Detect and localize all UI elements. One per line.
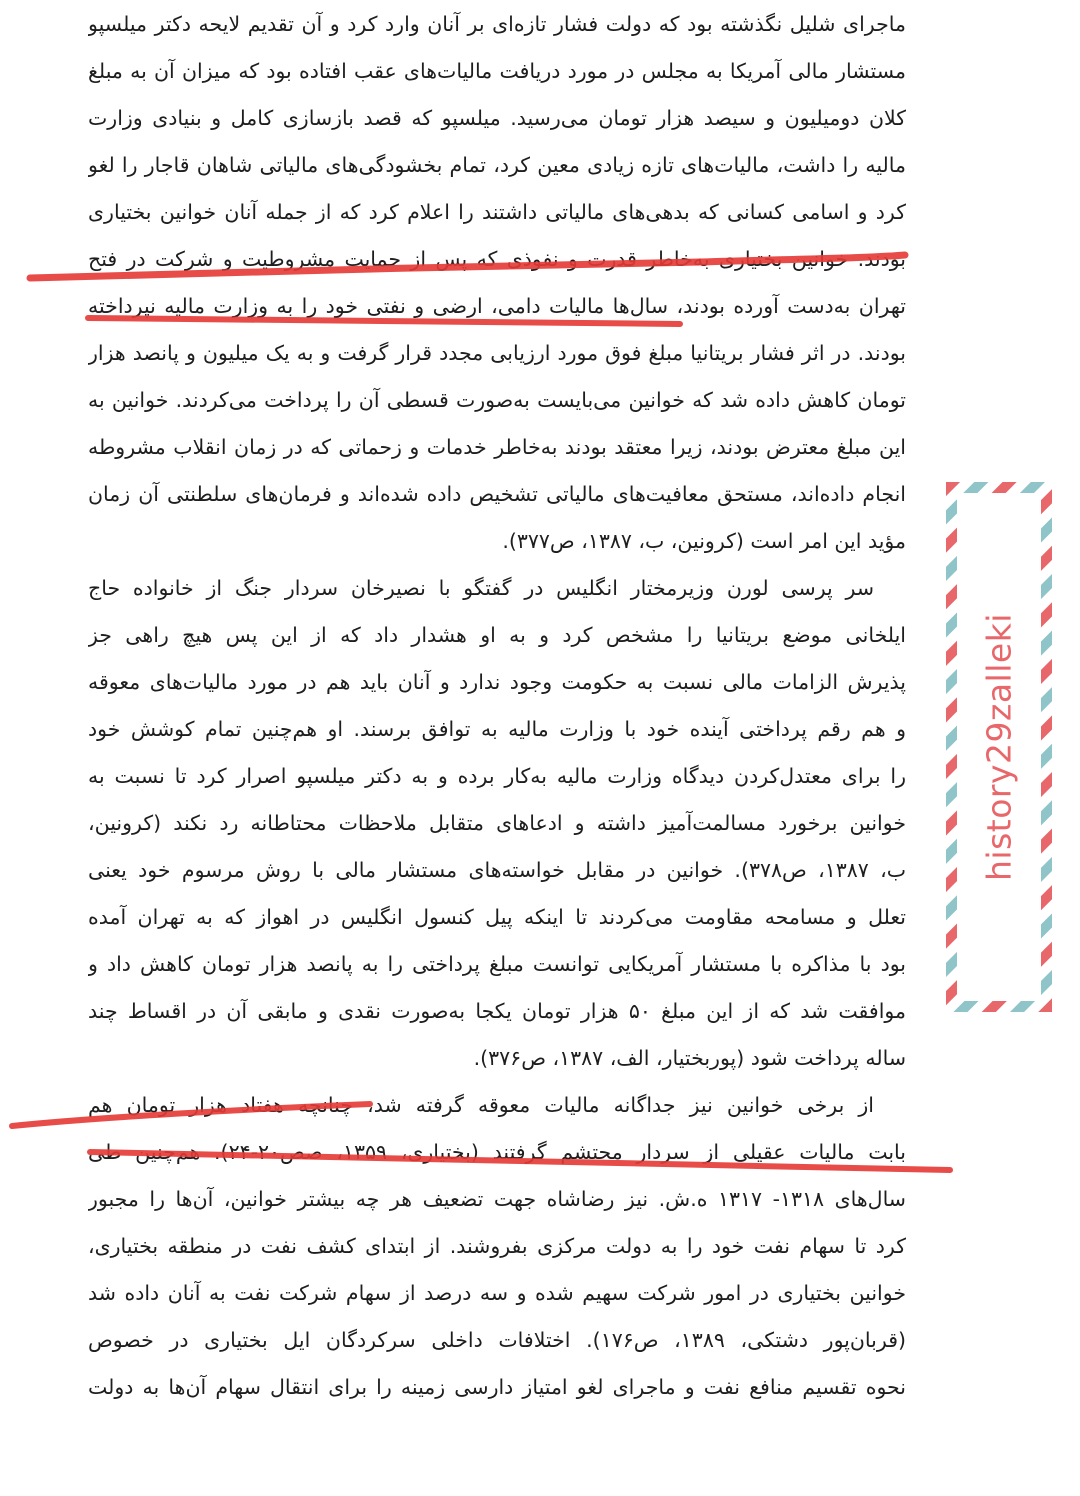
text-line: بودند. خوانین بختیاری به‌خاطر قدرت و نفوذی که پس از حمایت مشروطیت و شرکت در فتح	[88, 247, 906, 271]
text-line: و هم رقم پرداختی آینده خود با وزارت مالیه به توافق برسند. او هم‌چنین تمام کوشش خود	[88, 717, 906, 741]
text-line: مستشار مالی آمریکا به مجلس در مورد دریافت مالیات‌های عقب افتاده بود که میزان آن به مبلغ	[88, 59, 906, 83]
text-line: ماجرای شلیل نگذشته بود که دولت فشار تازه‌ای بر آنان وارد کرد و آن تقدیم لایحه دکتر میلسپو	[88, 12, 906, 36]
text-line: بودند. در اثر فشار بریتانیا مبلغ فوق مورد ارزیابی مجدد قرار گرفت و به یک میلیون و پانصد هزار	[88, 341, 906, 365]
text-line: کرد تا سهام نفت خود را به دولت مرکزی بفروشند. از ابتدای کشف نفت در منطقه بختیاری،	[88, 1234, 906, 1258]
text-line: سال‌های ۱۳۱۸- ۱۳۱۷ ه.ش. نیز رضاشاه جهت تضعیف هر چه بیشتر خوانین، آن‌ها را مجبور	[88, 1187, 906, 1211]
text-line: بود با مذاکره با مستشار آمریکایی توانست مبلغ پرداختی را به پانصد هزار تومان کاهش داد و	[88, 952, 906, 976]
text-line: نحوه تقسیم منافع نفت و ماجرای لغو امتیاز دارسی زمینه را برای انتقال سهام آن‌ها به دولت	[88, 1375, 906, 1399]
text-line: تومان کاهش داده شد که خوانین می‌بایست به‌صورت قسطی آن را پرداخت می‌کردند. خوانین به	[88, 388, 906, 412]
text-line: سر پرسی لورن وزیرمختار انگلیس در گفتگو با نصیرخان سردار جنگ از خانواده حاج	[88, 576, 874, 600]
watermark-label: history29zalleki	[979, 613, 1019, 881]
text-line: تهران به‌دست آورده بودند، سال‌ها مالیات دامی، ارضی و نفتی خود را به وزارت مالیه نپرداخته	[88, 294, 906, 318]
text-line: از برخی خوانین نیز جداگانه مالیات معوقه گرفته شد، چنانچه هفتاد هزار تومان هم	[88, 1093, 874, 1117]
text-line: ساله پرداخت شود (پوربختیار، الف، ۱۳۸۷، ص۳۷۶).	[473, 1046, 906, 1070]
text-line: ایلخانی موضع بریتانیا را مشخص کرد و به او هشدار داد که از این پس هیچ راهی جز	[88, 623, 906, 647]
text-line: بابت مالیات عقیلی از سردار محتشم گرفتند (بختیاری، ۱۳۵۹، صص۲۰-۲۴). هم‌چنین طی	[88, 1140, 906, 1164]
text-line: پذیرش الزامات مالی نسبت به حکومت وجود ندارد و آنان باید هم در مورد مالیات‌های معوقه	[88, 670, 906, 694]
text-line: خوانین برخورد مسالمت‌آمیز داشته و ادعاهای متقابل ملاحظات محتاطانه رد نکند (کرونین،	[88, 811, 906, 835]
text-line: موافقت شد که از این مبلغ ۵۰ هزار تومان یکجا به‌صورت نقدی و مابقی آن در اقساط چند	[88, 999, 906, 1023]
text-line: ب، ۱۳۸۷، ص۳۷۸). خوانین در مقابل خواسته‌های مستشار مالی با روش مرسوم خود یعنی	[88, 858, 906, 882]
text-line: مؤید این امر است (کرونین، ب، ۱۳۸۷، ص۳۷۷).	[502, 529, 906, 553]
watermark	[946, 482, 1052, 1012]
text-line: را برای معتدل‌کردن دیدگاه وزارت مالیه به‌کار برده و به دکتر میلسپو اصرار کرد تا نسبت به	[88, 764, 906, 788]
text-line: انجام داده‌اند، مستحق معافیت‌های مالیاتی تشخیص داده شده‌اند و فرمان‌های سلطنتی آن زمان	[88, 482, 906, 506]
text-line: مالیه را داشت، مالیات‌های تازه زیادی معین کرد، تمام بخشودگی‌های مالیاتی شاهان قاجار را لغو	[88, 153, 906, 177]
text-line: (قربان‌پور دشتکی، ۱۳۸۹، ص۱۷۶). اختلافات داخلی سرکردگان ایل بختیاری در خصوص	[88, 1328, 906, 1352]
text-line: کرد و اسامی کسانی که بدهی‌های مالیاتی داشتند را اعلام کرد که از جمله آنان خوانین بختیاری	[88, 200, 906, 224]
text-line: این مبلغ معترض بودند، زیرا معتقد بودند به‌خاطر خدمات و زحماتی که در زمان انقلاب مشروطه	[88, 435, 906, 459]
text-line: خوانین بختیاری در امور شرکت سهیم شده و سه درصد از سهام شرکت نفت به آنان داده شد	[88, 1281, 906, 1305]
text-line: کلان دومیلیون و سیصد هزار تومان می‌رسید. میلسپو که قصد بازسازی کامل و بنیادی وزارت	[88, 106, 906, 130]
text-line: تعلل و مسامحه مقاومت می‌کردند تا اینکه پیل کنسول انگلیس در اهواز که به تهران آمده	[88, 905, 906, 929]
